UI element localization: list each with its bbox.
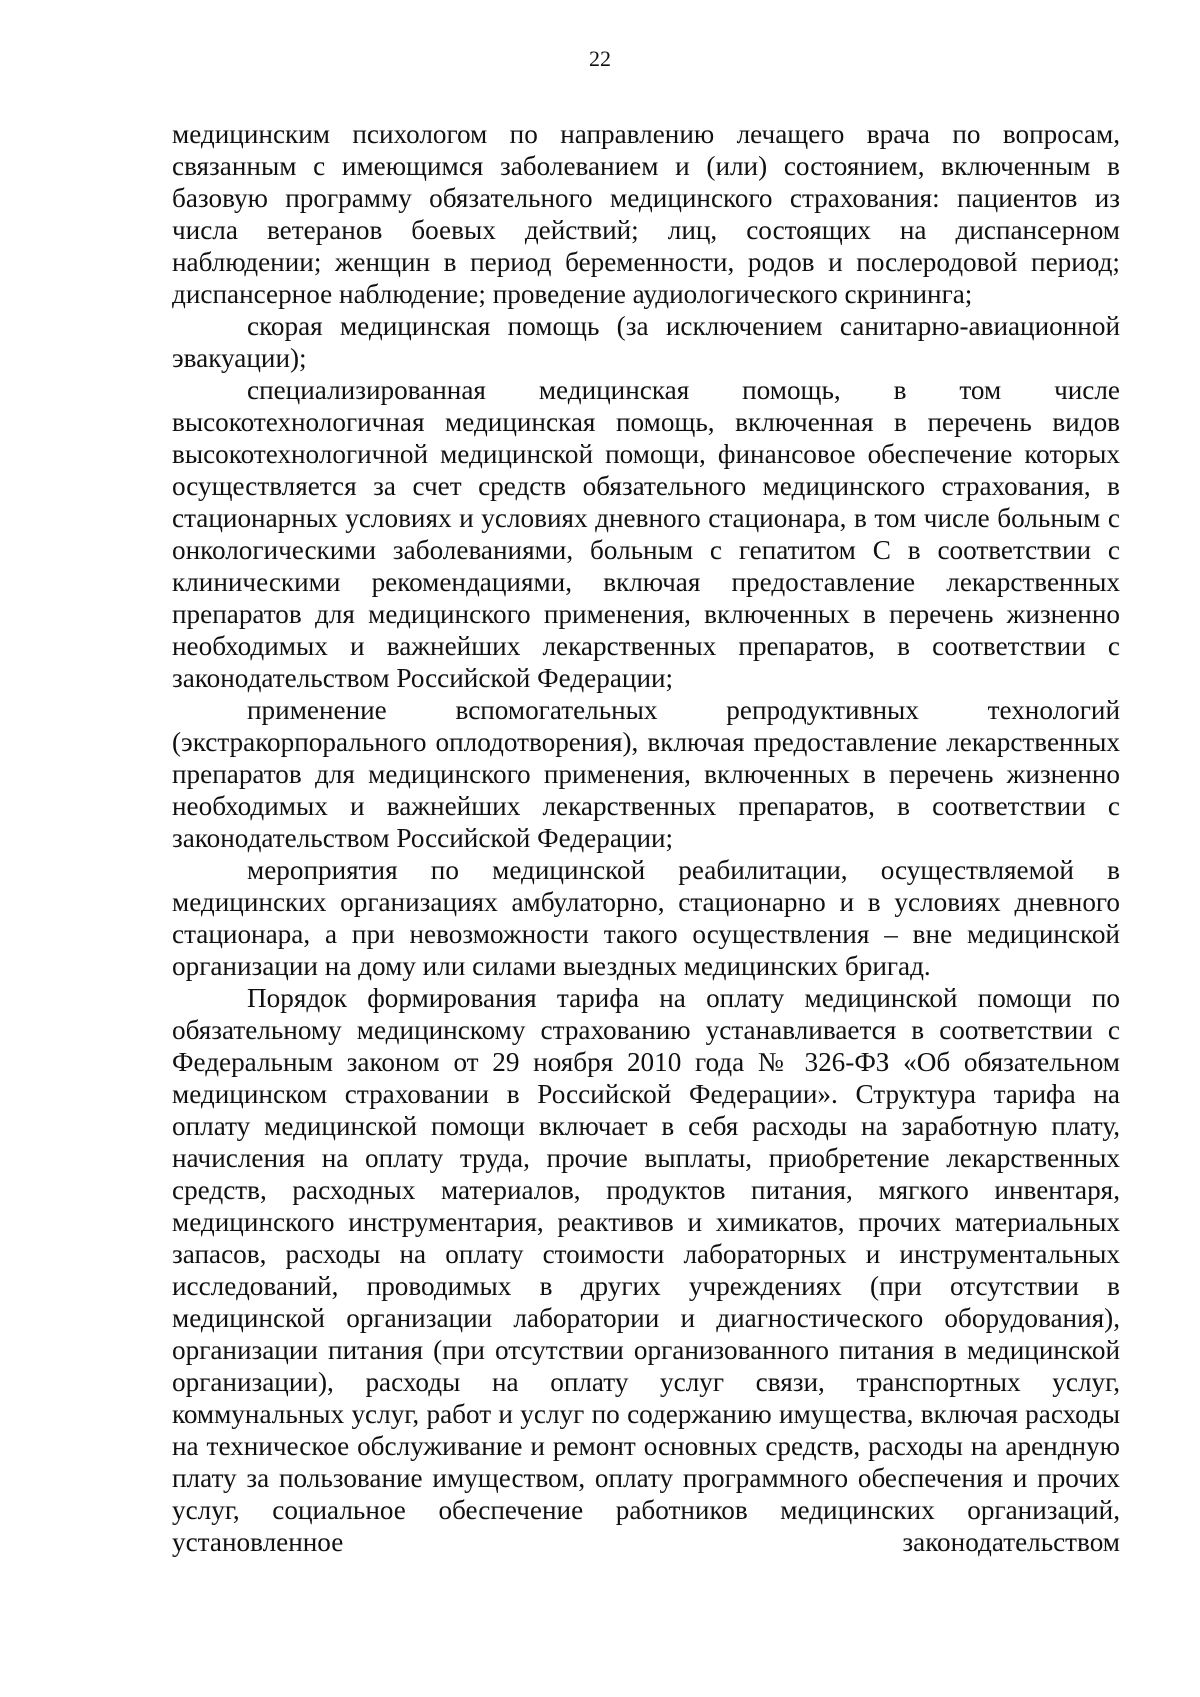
paragraph-tariff: Порядок формирования тарифа на оплату медицинской помощи по обязательному медицинскому страхованию устанавливается в соответствии с Федеральным законом от 29 ноября 2010 года № 326-ФЗ «Об обязательном медицинском страховании в Российской Федерации». Структура тарифа на оплату медицинской помощи включает в себя расходы на заработную плату, начисления на оплату труда, прочие выплаты, приобретение лекарственных средств, расходных материалов, продуктов питания, мягкого инвентаря, медицинского инструментария, реактивов и химикатов, прочих материальных запасов, расходы на оплату стоимости лабораторных и инструментальных исследований, проводимых в других учреждениях (при отсутствии в медицинской организации лаборатории и диагностического оборудования), организации питания (при отсутствии организованного питания в медицинской организации), расходы на оплату услуг связи, транспортных услуг, коммунальных услуг, работ и услуг по содержанию имущества, включая расходы на техническое обслуживание и ремонт основных средств, расходы на арендную плату за пользование имуществом, оплату программного обеспечения и прочих услуг, социальное обеспечение работников медицинских организаций, установленное законодательством — [172, 983, 1120, 1557]
paragraph-ambulance: скорая медицинская помощь (за исключением санитарно-авиационной эвакуации); — [172, 311, 1120, 373]
paragraph-reproductive-tech: применение вспомогательных репродуктивных технологий (экстракорпорального оплодотворения), включая предоставление лекарственных препаратов для медицинского применения, включенных в перечень жизненно необходимых и важнейших лекарственных препаратов, в соответствии с законодательством Российской Федерации; — [172, 695, 1120, 853]
paragraph-rehabilitation: мероприятия по медицинской реабилитации, осуществляемой в медицинских организациях амбулаторно, стационарно и в условиях дневного стационара, а при невозможности такого осуществления – вне медицинской организации на дому или силами выездных медицинских бригад. — [172, 855, 1120, 981]
document-body — [172, 118, 1120, 1558]
page-number: 22 — [589, 46, 611, 71]
paragraph-specialized-care: специализированная медицинская помощь, в том числе высокотехнологичная медицинская помощь, включенная в перечень видов высокотехнологичной медицинской помощи, финансовое обеспечение которых осуществляется за счет средств обязательного медицинского страхования, в стационарных условиях и условиях дневного стационара, в том числе больным с онкологическими заболеваниями, больным с гепатитом С в соответствии с клиническими рекомендациями, включая предоставление лекарственных препаратов для медицинского применения, включенных в перечень жизненно необходимых и важнейших лекарственных препаратов, в соответствии с законодательством Российской Федерации; — [172, 375, 1120, 693]
paragraph-continuation: медицинским психологом по направлению лечащего врача по вопросам, связанным с имеющимся заболеванием и (или) состоянием, включенным в базовую программу обязательного медицинского страхования: пациентов из числа ветеранов боевых действий; лиц, состоящих на диспансерном наблюдении; женщин в период беременности, родов и послеродовой период; диспансерное наблюдение; проведение аудиологического скрининга; — [172, 119, 1120, 309]
